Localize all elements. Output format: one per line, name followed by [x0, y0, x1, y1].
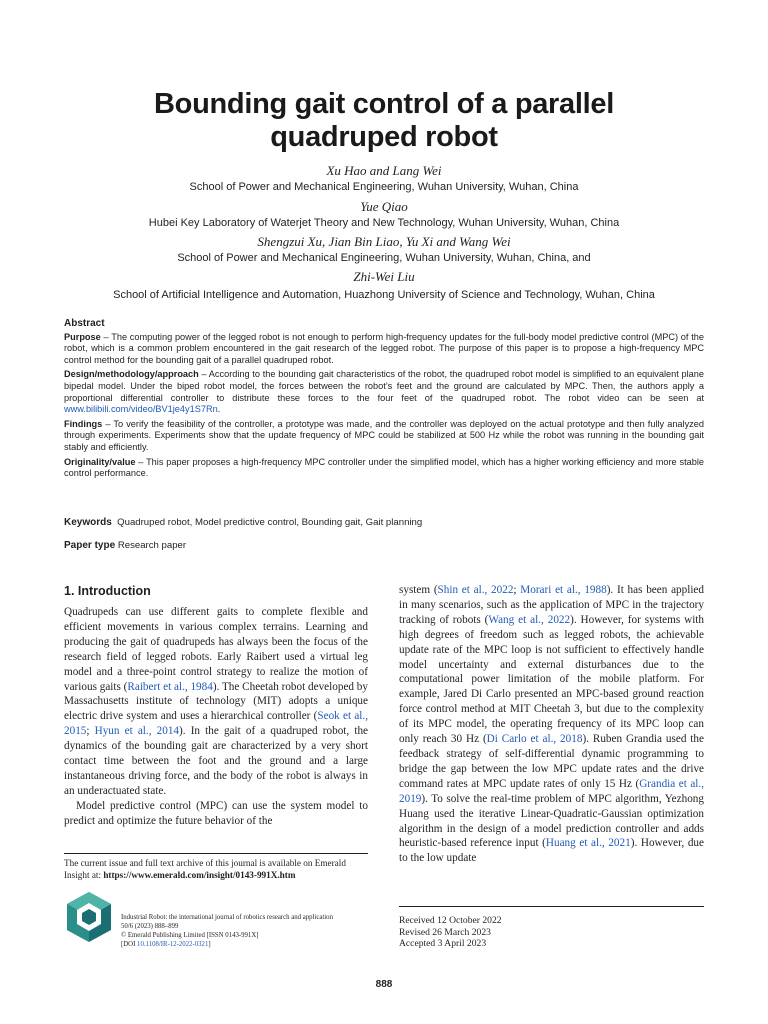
video-link[interactable]: www.bilibili.com/video/BV1je4y1S7Rn: [64, 404, 218, 415]
right-paragraph: [399, 583, 704, 866]
keywords-text: Quadruped robot, Model predictive control, Bounding gait, Gait planning: [117, 517, 423, 528]
abstract-purpose: [64, 332, 704, 367]
citation-raibert[interactable]: Raibert et al., 1984: [127, 680, 213, 693]
intro-paragraph-2: Model predictive control (MPC) can use the system model to predict and optimize the future behavior of the: [64, 799, 368, 827]
intro-text-a: Quadrupeds can use different gaits to complete flexible and efficient movements in various complex terrains. Learning and producing the gait of quadrupeds has always been the focus of the research field of legged robots. Early Raibert used a virtual leg model and a three-point control strategy to realize the motion of various gaits (: [64, 606, 368, 693]
affiliation-1: School of Power and Mechanical Engineering, Wuhan University, Wuhan, China: [189, 181, 579, 193]
keywords-label: Keywords: [64, 517, 112, 528]
design-label: Design/methodology/approach: [64, 369, 199, 380]
abstract: [64, 318, 704, 480]
abstract-design: [64, 369, 704, 415]
paper-type-label: Paper type: [64, 540, 116, 551]
dates-rule: [399, 906, 704, 907]
journal-url[interactable]: https://www.emerald.com/insight/0143-991X.htm: [103, 870, 296, 880]
citation-hyun[interactable]: Hyun et al., 2014: [94, 725, 180, 738]
doi-suffix: ]: [208, 941, 211, 948]
findings-text: – To verify the feasibility of the controller, a prototype was made, and the controller was deployed on the actual prototype and then fully analyzed through experiments. Experiments show that the update frequency of MPC could be stabilized at 500 Hz while the robot was running in the bounding gait stably and efficiently.: [64, 418, 704, 452]
journal-doi: [121, 940, 371, 949]
right-text-f: ). However, due to the low update: [399, 837, 704, 865]
right-text-b: ). It has been applied in many scenarios, such as the application of MPC in the trajectory tracking of robots (: [399, 584, 704, 626]
affiliation-3: School of Power and Mechanical Engineering, Wuhan University, Wuhan, China, and: [177, 252, 591, 264]
doi-prefix: [DOI: [121, 941, 138, 948]
right-text-a: system (: [399, 584, 438, 596]
date-accepted: Accepted 3 April 2023: [399, 938, 487, 949]
citation-di-carlo[interactable]: Di Carlo et al., 2018: [486, 733, 583, 746]
intro-text-b: ). The Cheetah robot developed by Massachusetts institute of technology (MIT) adopts a unique electric drive system and uses a hierarchical controller (: [64, 680, 368, 723]
author-group-1: Xu Hao and Lang Wei: [326, 163, 442, 178]
journal-volume: 50/6 (2023) 888–899: [121, 923, 179, 930]
emerald-logo-icon: [62, 890, 116, 944]
right-column-text: [399, 583, 704, 866]
article-dates: [399, 915, 502, 950]
right-text-e: ). To solve the real-time problem of MPC algorithm, Yezhong Huang used the iterative Linear-Quadratic-Gaussian optimization algorithm in the design of a model prediction controller and adds heuristic-based reference input (: [399, 792, 704, 850]
citation-wang[interactable]: Wang et al., 2022: [488, 613, 571, 626]
author-group-4: Zhi-Wei Liu: [353, 269, 415, 284]
abstract-findings: [64, 419, 704, 454]
doi-link[interactable]: 10.1108/IR-12-2022-0321: [137, 941, 209, 948]
footnote-text: The current issue and full text archive of this journal is available on Emerald Insight at:: [64, 858, 346, 880]
citation-seok[interactable]: Seok et al., 2015: [64, 710, 368, 738]
findings-label: Findings: [64, 418, 103, 429]
title-line-1: Bounding gait control of a parallel: [154, 88, 614, 120]
design-end: .: [217, 404, 221, 415]
left-column-text: [64, 605, 368, 829]
affiliation-4: School of Artificial Intelligence and Automation, Huazhong University of Science and Technology, Wuhan, China: [113, 289, 655, 301]
footnote-rule: [64, 853, 368, 854]
page-number: 888: [375, 979, 393, 990]
originality-text: – This paper proposes a high-frequency MPC controller under the simplified model, which has a higher working efficiency and more stable control performance.: [64, 456, 704, 479]
journal-info: [121, 913, 371, 949]
abstract-heading: Abstract: [64, 318, 105, 329]
intro-paragraph-1: [64, 605, 368, 799]
journal-name: Industrial Robot: the international journal of robotics research and application: [121, 914, 333, 921]
paper-type: [64, 540, 186, 551]
purpose-text: – The computing power of the legged robot is not enough to perform high-frequency updates for the full-body model predictive control (MPC) of the robot, which is a common problem encountered in the gait research of the legged robot. The purpose of this paper is to propose a high-frequency MPC control method for the bounding gait of a parallel quadruped robot.: [64, 331, 704, 365]
citation-morari[interactable]: Morari et al., 1988: [520, 584, 607, 596]
date-revised: Revised 26 March 2023: [399, 926, 491, 938]
paper-type-text: Research paper: [117, 540, 187, 551]
paper-title: [0, 88, 768, 154]
abstract-originality: [64, 457, 704, 480]
citation-huang[interactable]: Huang et al., 2021: [545, 837, 631, 850]
citation-separator: ;: [86, 725, 95, 738]
right-text-c: ). However, for systems with high degrees of freedom such as legged robots, the achievable update rate of the MPC loop is not sufficient to effectively handle model uncertainty and external disturbances due to the computational power limitation of the mobile platform. For example, Jared Di Carlo presented an MPC-based ground reaction force control method at MIT Cheetah 3, but due to the complexity of its MPC model, the operating frequency of its MPC loop can only reach 30 Hz (: [399, 613, 705, 746]
author-group-2: Yue Qiao: [360, 199, 408, 214]
citation-grandia[interactable]: Grandia et al., 2019: [399, 777, 705, 805]
section-heading-introduction: 1. Introduction: [64, 584, 151, 598]
author-group-3: Shengzui Xu, Jian Bin Liao, Yu Xi and Wang Wei: [257, 234, 511, 249]
keywords: [64, 517, 422, 528]
title-line-2: quadruped robot: [270, 121, 498, 153]
intro-text-c: ). In the gait of a quadruped robot, the dynamics of the bounding gait are characterized by a very short contact time between the foot and the ground and a large instantaneous driving force, and the body of the robot is always in an underactuated state.: [64, 725, 369, 797]
right-separator: ;: [513, 584, 521, 596]
design-text: – According to the bounding gait characteristics of the robot, the quadruped robot model is simplified to an equivalent plane bipedal model. Under the biped robot model, the forces between the robot’s feet and the ground are calculated by MPC. Then, the authors apply a proportional differential controller to distribute these forces to the four feet of the quadruped robot. The robot video can be seen at: [64, 369, 704, 403]
date-received: Received 12 October 2022: [399, 915, 502, 926]
footnote: [64, 857, 368, 881]
affiliation-2: Hubei Key Laboratory of Waterjet Theory and New Technology, Wuhan University, Wuhan, China: [148, 217, 620, 229]
citation-shin[interactable]: Shin et al., 2022: [437, 584, 514, 596]
right-text-d: ). Ruben Grandia used the feedback strategy of self-differential dynamic programming to bridge the gap between the low MPC update rates and the drive command rates at MPC update rates of only 15 Hz (: [399, 733, 704, 790]
journal-copyright: © Emerald Publishing Limited [ISSN 0143-991X]: [121, 932, 259, 939]
originality-label: Originality/value: [64, 456, 136, 467]
purpose-label: Purpose: [64, 331, 101, 342]
